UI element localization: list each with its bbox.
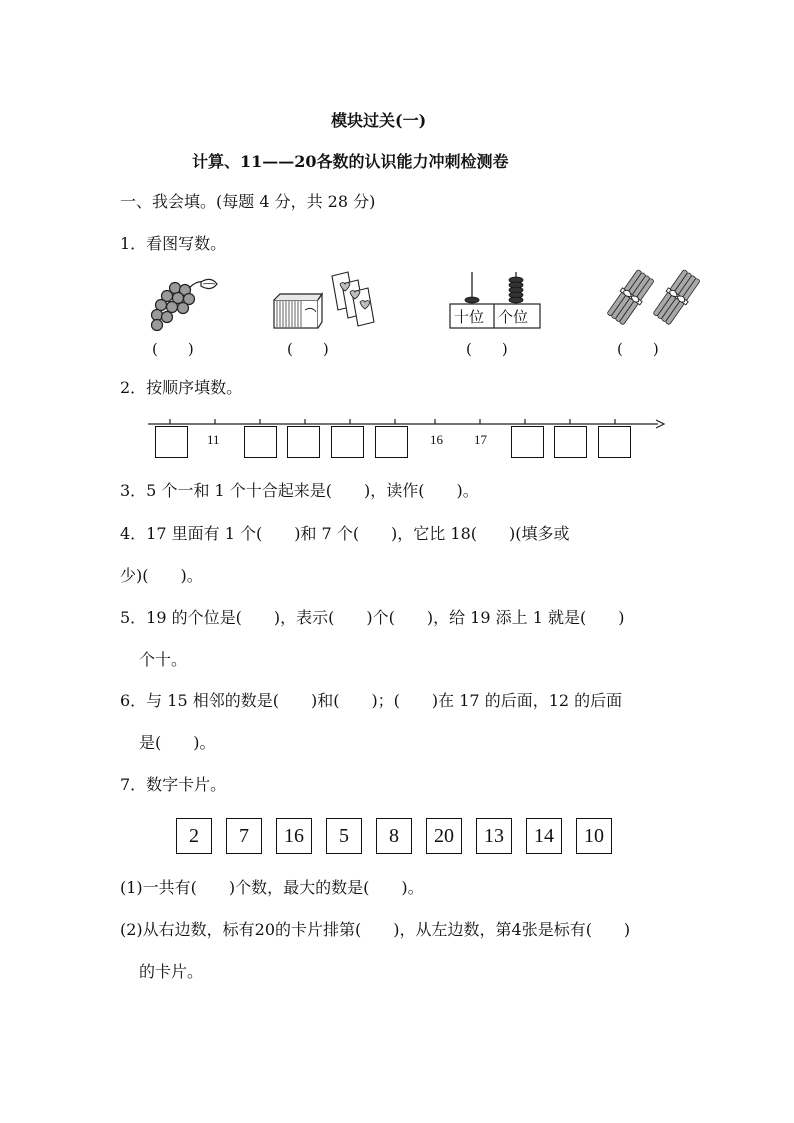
question-7: 7．数字卡片。 bbox=[120, 775, 227, 794]
number-card: 7 bbox=[226, 818, 262, 854]
section-heading: 一、我会填。(每题 4 分，共 28 分) bbox=[120, 192, 376, 211]
number-card: 20 bbox=[426, 818, 462, 854]
grapes-icon bbox=[145, 270, 225, 332]
answer-blank-1[interactable]: ( ) bbox=[152, 340, 194, 358]
question-7-sub2-line2: 的卡片。 bbox=[139, 962, 204, 981]
abacus-label-tens: 十位 bbox=[454, 308, 485, 326]
number-line-box-8[interactable] bbox=[598, 426, 631, 458]
abacus-label-ones: 个位 bbox=[498, 308, 529, 326]
page-title: 模块过关(一) bbox=[331, 111, 427, 130]
number-card: 14 bbox=[526, 818, 562, 854]
number-card: 16 bbox=[276, 818, 312, 854]
number-line-box-6[interactable] bbox=[511, 426, 544, 458]
book-stack-icon bbox=[272, 272, 324, 330]
question-4-line1: 4．17 里面有 1 个( )和 7 个( )，它比 18( )(填多或 bbox=[120, 524, 570, 543]
answer-blank-3[interactable]: ( ) bbox=[466, 340, 508, 358]
tick-label-17: 17 bbox=[474, 432, 487, 447]
number-line-box-4[interactable] bbox=[331, 426, 364, 458]
number-card: 10 bbox=[576, 818, 612, 854]
page-subtitle: 计算、11——20各数的认识能力冲刺检测卷 bbox=[192, 152, 509, 171]
number-line-box-1[interactable] bbox=[155, 426, 188, 458]
number-card: 5 bbox=[326, 818, 362, 854]
question-2: 2．按顺序填数。 bbox=[120, 378, 243, 397]
answer-blank-4[interactable]: ( ) bbox=[617, 340, 659, 358]
number-line-box-2[interactable] bbox=[244, 426, 277, 458]
number-line-box-3[interactable] bbox=[287, 426, 320, 458]
question-5-line2: 个十。 bbox=[139, 650, 188, 669]
number-line-box-5[interactable] bbox=[375, 426, 408, 458]
question-1: 1．看图写数。 bbox=[120, 234, 227, 253]
number-line bbox=[148, 414, 668, 434]
number-card: 8 bbox=[376, 818, 412, 854]
number-card: 13 bbox=[476, 818, 512, 854]
question-7-sub1: (1)一共有( )个数，最大的数是( )。 bbox=[120, 878, 424, 897]
number-card: 2 bbox=[176, 818, 212, 854]
question-6-line1: 6．与 15 相邻的数是( )和( )；( )在 17 的后面，12 的后面 bbox=[120, 691, 623, 710]
stick-bundles-icon bbox=[606, 268, 702, 330]
question-5-line1: 5．19 的个位是( )，表示( )个( )，给 19 添上 1 就是( ) bbox=[120, 608, 625, 627]
answer-blank-2[interactable]: ( ) bbox=[287, 340, 329, 358]
tick-label-11: 11 bbox=[207, 432, 220, 447]
tick-label-16: 16 bbox=[430, 432, 443, 447]
question-4-line2: 少)( )。 bbox=[120, 566, 203, 585]
question-3: 3．5 个一和 1 个十合起来是( )，读作( )。 bbox=[120, 481, 479, 500]
heart-cards-icon bbox=[328, 270, 378, 332]
question-6-line2: 是( )。 bbox=[139, 733, 216, 752]
number-line-box-7[interactable] bbox=[554, 426, 587, 458]
question-7-sub2-line1: (2)从右边数，标有20的卡片排第( )，从左边数，第4张是标有( ) bbox=[120, 920, 631, 939]
